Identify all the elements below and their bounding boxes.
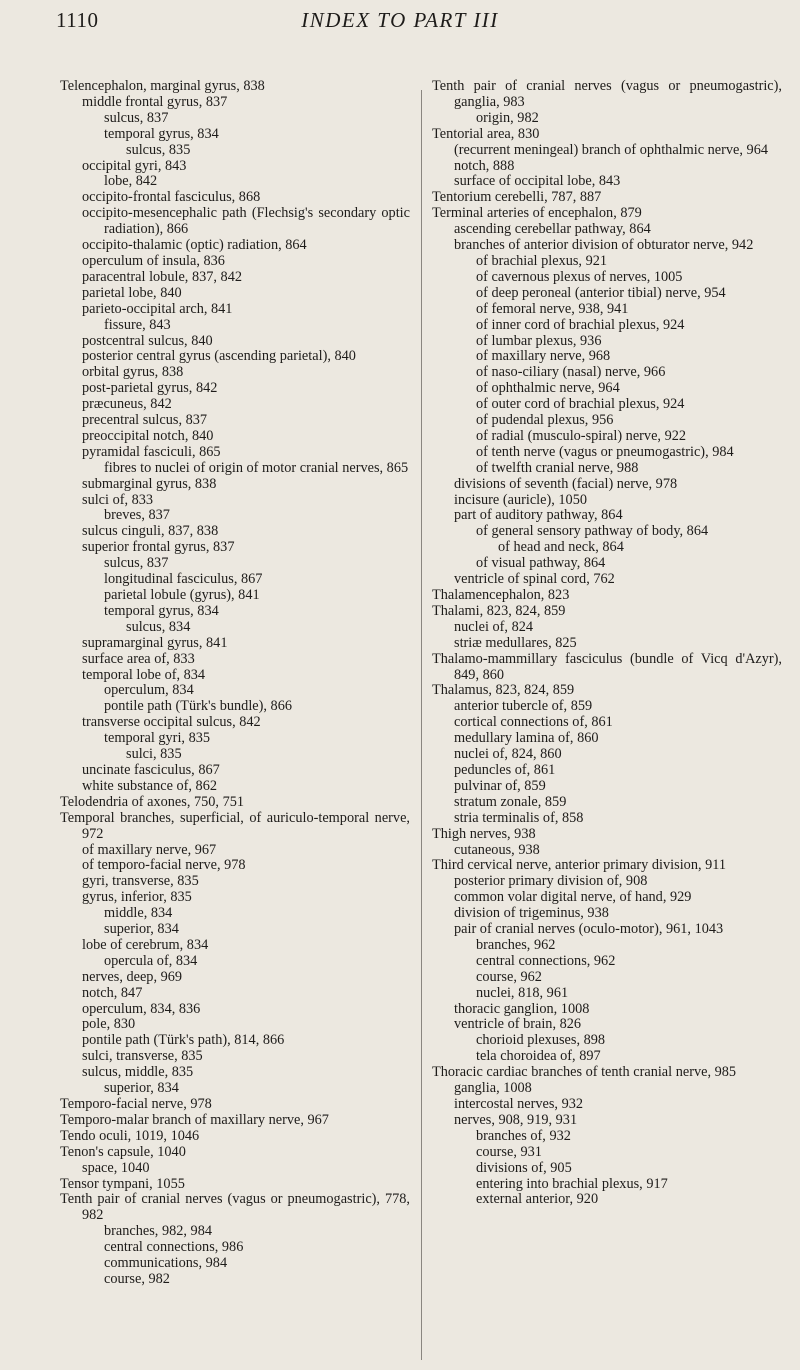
index-entry: sulci, transverse, 835: [82, 1048, 203, 1065]
index-entry: Tentorium cerebelli, 787, 887: [432, 189, 602, 206]
index-entry: ascending cerebellar pathway, 864: [454, 221, 651, 238]
index-entry: of ophthalmic nerve, 964: [476, 380, 620, 397]
index-entry: parieto-occipital arch, 841: [82, 300, 233, 317]
index-entry: fibres to nuclei of origin of motor cranial nerves, 865: [104, 459, 409, 476]
index-entry: notch, 888: [454, 157, 515, 174]
index-entry: parietal lobule (gyrus), 841: [104, 587, 260, 603]
index-entry: submarginal gyrus, 838: [82, 475, 217, 492]
index-entry: anterior tubercle of, 859: [454, 698, 593, 715]
index-entry: middle frontal gyrus, 837: [82, 93, 228, 110]
index-entry: nerves, deep, 969: [82, 968, 183, 985]
index-entry: of cavernous plexus of nerves, 1005: [476, 268, 683, 285]
index-entry: paracentral lobule, 837, 842: [82, 268, 242, 285]
index-entry: sulci of, 833: [82, 491, 154, 508]
index-entry: Thalami, 823, 824, 859: [432, 602, 566, 619]
index-entry: communications, 984: [104, 1255, 228, 1272]
index-entry: temporal gyri, 835: [104, 730, 211, 747]
index-entry: intercostal nerves, 932: [454, 1096, 584, 1112]
page-number: 1110: [56, 8, 99, 32]
index-entry: superior, 834: [104, 1080, 179, 1097]
index-entry: opercula of, 834: [104, 952, 198, 969]
index-entry: sulcus, middle, 835: [82, 1064, 194, 1081]
index-entry: supramarginal gyrus, 841: [82, 634, 228, 651]
index-entry: white substance of, 862: [82, 777, 217, 794]
index-entry: Tenon's capsule, 1040: [60, 1143, 186, 1160]
index-entry: Terminal arteries of encephalon, 879: [432, 205, 642, 222]
index-entry: breves, 837: [104, 507, 170, 524]
index-entry: of general sensory pathway of body, 864: [476, 523, 709, 540]
index-entry: cortical connections of, 861: [454, 714, 613, 731]
index-entry: of inner cord of brachial plexus, 924: [476, 316, 685, 333]
index-entry: central connections, 962: [476, 952, 616, 969]
index-entry: pyramidal fasciculi, 865: [82, 443, 221, 460]
index-entry: middle, 834: [104, 905, 173, 922]
index-entry: lobe of cerebrum, 834: [82, 936, 209, 953]
index-entry: of tenth nerve (vagus or pneumogastric), 984: [476, 443, 734, 460]
index-entry: sulcus cinguli, 837, 838: [82, 523, 219, 540]
index-entry: occipito-frontal fasciculus, 868: [82, 189, 261, 206]
index-entry: of outer cord of brachial plexus, 924: [476, 396, 685, 413]
index-entry: Temporo-facial nerve, 978: [60, 1096, 212, 1112]
index-entry: of pudendal plexus, 956: [476, 412, 614, 429]
index-entry: division of trigeminus, 938: [454, 905, 609, 922]
index-entry: Thalamencephalon, 823: [432, 587, 570, 603]
index-entry: superior frontal gyrus, 837: [82, 539, 235, 556]
index-entry: preoccipital notch, 840: [82, 427, 214, 444]
index-entry: sulcus, 835: [126, 141, 191, 158]
index-entry: origin, 982: [476, 109, 539, 126]
index-entry: nuclei of, 824, 860: [454, 746, 562, 763]
index-entry: Tenth pair of cranial nerves (vagus or pneumogastric), 778, 982: [60, 1191, 410, 1224]
index-entry: gyri, transverse, 835: [82, 873, 199, 890]
index-entry: common volar digital nerve, of hand, 929: [454, 889, 692, 906]
index-entry: postcentral sulcus, 840: [82, 332, 213, 349]
index-entry: branches of, 932: [476, 1127, 571, 1144]
index-entry: Telodendria of axones, 750, 751: [60, 793, 245, 810]
index-entry: temporal gyrus, 834: [104, 125, 219, 142]
index-entry: occipito-thalamic (optic) radiation, 864: [82, 237, 307, 254]
index-entry: transverse occipital sulcus, 842: [82, 714, 261, 731]
index-entry: of femoral nerve, 938, 941: [476, 300, 629, 317]
index-entry: of maxillary nerve, 967: [82, 841, 217, 858]
index-entry: gyrus, inferior, 835: [82, 889, 192, 906]
index-entry: central connections, 986: [104, 1239, 244, 1256]
index-entry: orbital gyrus, 838: [82, 364, 184, 381]
index-entry: Thigh nerves, 938: [432, 825, 536, 842]
index-entry: of radial (musculo-spiral) nerve, 922: [476, 427, 687, 444]
index-entry: of maxillary nerve, 968: [476, 348, 611, 365]
index-entry: incisure (auricle), 1050: [454, 491, 587, 508]
index-entry: pontile path (Türk's bundle), 866: [104, 698, 293, 715]
index-entry: Temporo-malar branch of maxillary nerve, 967: [60, 1111, 329, 1128]
index-entry: of naso-ciliary (nasal) nerve, 966: [476, 364, 666, 381]
index-entry: tela choroidea of, 897: [476, 1048, 601, 1065]
index-entry: branches of anterior division of obturator nerve, 942: [454, 237, 754, 254]
index-entry: part of auditory pathway, 864: [454, 507, 623, 524]
index-entry: uncinate fasciculus, 867: [82, 761, 220, 778]
index-entry: entering into brachial plexus, 917: [476, 1175, 668, 1192]
index-entry: Third cervical nerve, anterior primary division, 911: [432, 857, 727, 874]
index-entry: posterior central gyrus (ascending parietal), 840: [82, 348, 356, 365]
index-entry: nuclei, 818, 961: [476, 984, 569, 1001]
index-entry: lobe, 842: [104, 173, 158, 190]
index-entry: medullary lamina of, 860: [454, 730, 599, 747]
index-entry: course, 982: [104, 1270, 170, 1287]
index-entry: nerves, 908, 919, 931: [454, 1111, 578, 1128]
index-entry: precentral sulcus, 837: [82, 412, 208, 429]
index-entry: occipital gyri, 843: [82, 157, 187, 174]
index-entry: Thalamo-mammillary fasciculus (bundle of Vicq d'Azyr), 849, 860: [432, 650, 782, 683]
index-entry: branches, 962: [476, 936, 556, 953]
column-divider: [421, 90, 422, 1360]
index-entry: cutaneous, 938: [454, 841, 540, 858]
index-entry: operculum of insula, 836: [82, 252, 225, 269]
index-entry: pontile path (Türk's path), 814, 866: [82, 1032, 285, 1049]
index-entry: of brachial plexus, 921: [476, 252, 608, 269]
index-entry: chorioid plexuses, 898: [476, 1032, 606, 1049]
index-entry: of temporo-facial nerve, 978: [82, 857, 246, 874]
index-entry: space, 1040: [82, 1159, 150, 1176]
index-entry: parietal lobe, 840: [82, 284, 182, 301]
index-entry: ventricle of brain, 826: [454, 1016, 582, 1033]
index-entry: longitudinal fasciculus, 867: [104, 571, 263, 588]
index-entry: of visual pathway, 864: [476, 555, 606, 572]
index-entry: (recurrent meningeal) branch of ophthalmic nerve, 964: [454, 141, 769, 158]
index-entry: ganglia, 1008: [454, 1080, 532, 1097]
index-entry: occipito-mesencephalic path (Flechsig's secondary optic radiation), 866: [82, 205, 410, 238]
index-entry: divisions of seventh (facial) nerve, 978: [454, 475, 678, 492]
index-entry: sulcus, 834: [126, 618, 191, 635]
index-entry: notch, 847: [82, 984, 143, 1001]
page-header: [0, 0, 800, 60]
index-entry: Telencephalon, marginal gyrus, 838: [60, 78, 265, 94]
index-column-right: [432, 79, 782, 1208]
index-entry: of lumbar plexus, 936: [476, 332, 602, 349]
index-entry: sulci, 835: [126, 746, 182, 763]
index-entry: Tentorial area, 830: [432, 125, 540, 142]
index-entry: Tensor tympani, 1055: [60, 1175, 185, 1192]
index-entry: of deep peroneal (anterior tibial) nerve, 954: [476, 284, 726, 301]
index-entry: stria terminalis of, 858: [454, 809, 584, 826]
index-entry: Temporal branches, superficial, of auriculo-temporal nerve, 972: [60, 809, 410, 842]
index-entry: post-parietal gyrus, 842: [82, 380, 218, 397]
index-entry: external anterior, 920: [476, 1191, 599, 1208]
index-entry: superior, 834: [104, 921, 179, 938]
index-entry: pole, 830: [82, 1016, 136, 1033]
index-entry: of twelfth cranial nerve, 988: [476, 459, 639, 476]
index-entry: fissure, 843: [104, 316, 171, 333]
index-entry: pair of cranial nerves (oculo-motor), 961, 1043: [454, 921, 724, 938]
index-entry: temporal gyrus, 834: [104, 602, 219, 619]
index-entry: peduncles of, 861: [454, 761, 556, 778]
index-entry: course, 931: [476, 1143, 542, 1160]
index-entry: præcuneus, 842: [82, 396, 172, 413]
index-entry: operculum, 834: [104, 682, 194, 699]
index-column-left: [60, 79, 410, 1288]
index-entry: surface of occipital lobe, 843: [454, 173, 621, 190]
index-entry: Thoracic cardiac branches of tenth cranial nerve, 985: [432, 1064, 737, 1081]
index-entry: divisions of, 905: [476, 1159, 572, 1176]
index-entry: sulcus, 837: [104, 555, 169, 572]
index-entry: temporal lobe of, 834: [82, 666, 206, 683]
index-entry: thoracic ganglion, 1008: [454, 1000, 590, 1017]
index-entry: Tenth pair of cranial nerves (vagus or pneumogastric), ganglia, 983: [432, 78, 782, 110]
index-entry: operculum, 834, 836: [82, 1000, 201, 1017]
index-entry: Tendo oculi, 1019, 1046: [60, 1127, 200, 1144]
index-entry: surface area of, 833: [82, 650, 195, 667]
index-entry: stratum zonale, 859: [454, 793, 567, 810]
index-entry: striæ medullares, 825: [454, 634, 577, 651]
index-entry: Thalamus, 823, 824, 859: [432, 682, 575, 699]
index-entry: sulcus, 837: [104, 109, 169, 126]
index-entry: nuclei of, 824: [454, 618, 534, 635]
index-entry: posterior primary division of, 908: [454, 873, 648, 890]
running-head: INDEX TO PART III: [301, 8, 499, 32]
index-entry: ventricle of spinal cord, 762: [454, 571, 615, 588]
index-entry: course, 962: [476, 968, 542, 985]
index-entry: pulvinar of, 859: [454, 777, 546, 794]
index-entry: branches, 982, 984: [104, 1223, 212, 1240]
index-entry: of head and neck, 864: [498, 539, 624, 556]
